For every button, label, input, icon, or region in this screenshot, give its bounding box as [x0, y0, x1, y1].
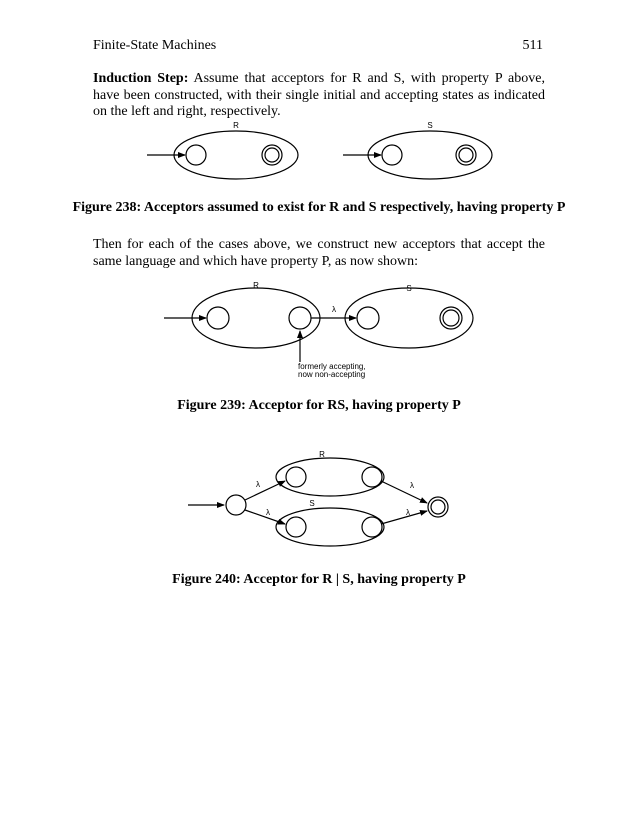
acceptor-s-boundary [345, 288, 473, 348]
s-initial-state [357, 307, 379, 329]
running-header-title: Finite-State Machines [93, 38, 217, 53]
figure-238-acceptor-r [147, 121, 298, 179]
acceptor-r-boundary [192, 288, 320, 348]
page-number: 511 [522, 38, 543, 53]
r-final-state [362, 467, 382, 487]
lambda-arrow-to-r [245, 481, 285, 500]
label-r: R [319, 450, 325, 459]
label-s: S [427, 121, 433, 130]
figure-240-caption: Figure 240: Acceptor for R | S, having property P [172, 572, 466, 587]
s-accepting-state-inner [443, 310, 459, 326]
induction-step-heading: Induction Step: [93, 71, 189, 86]
lambda-label: λ [332, 305, 336, 314]
acceptor-r-boundary [276, 458, 384, 496]
acceptor-s-boundary [276, 508, 384, 546]
label-s: S [406, 284, 412, 293]
figure-238-acceptor-s [343, 121, 492, 179]
figure-238-caption: Figure 238: Acceptors assumed to exist for R and S respectively, having property P [72, 200, 566, 215]
s-initial-state [286, 517, 306, 537]
label-r: R [253, 281, 259, 290]
new-accepting-state-inner [431, 500, 445, 514]
construction-paragraph: Then for each of the cases above, we construct new acceptors that accept the same language and which have property P, as now shown: [93, 237, 545, 269]
lambda-arrow-to-s [245, 510, 285, 524]
r-initial-state [207, 307, 229, 329]
lambda-arrow-from-s [381, 511, 427, 524]
induction-step-text: Assume that acceptors for R and S, with property P above, have been constructed, with their single initial and accepting states as indicated on the left and right, respectively. [93, 71, 545, 119]
note-line-1: formerly accepting, [298, 362, 366, 371]
lambda-label-3: λ [410, 481, 414, 490]
lambda-arrow-from-r [381, 481, 427, 503]
s-final-state [362, 517, 382, 537]
initial-state [382, 145, 402, 165]
initial-state [186, 145, 206, 165]
note-line-2: now non-accepting [298, 370, 366, 379]
accepting-state-inner [265, 148, 279, 162]
accepting-state-inner [459, 148, 473, 162]
r-initial-state [286, 467, 306, 487]
figure-239-diagram [164, 281, 473, 379]
lambda-label-2: λ [266, 508, 270, 517]
new-initial-state [226, 495, 246, 515]
figure-240-diagram [188, 450, 448, 546]
label-r: R [233, 121, 239, 130]
lambda-label-1: λ [256, 480, 260, 489]
label-s: S [309, 499, 315, 508]
figure-239-caption: Figure 239: Acceptor for RS, having property P [177, 398, 461, 413]
r-former-accepting-state [289, 307, 311, 329]
figure-238-diagram [147, 121, 492, 179]
lambda-label-4: λ [406, 508, 410, 517]
